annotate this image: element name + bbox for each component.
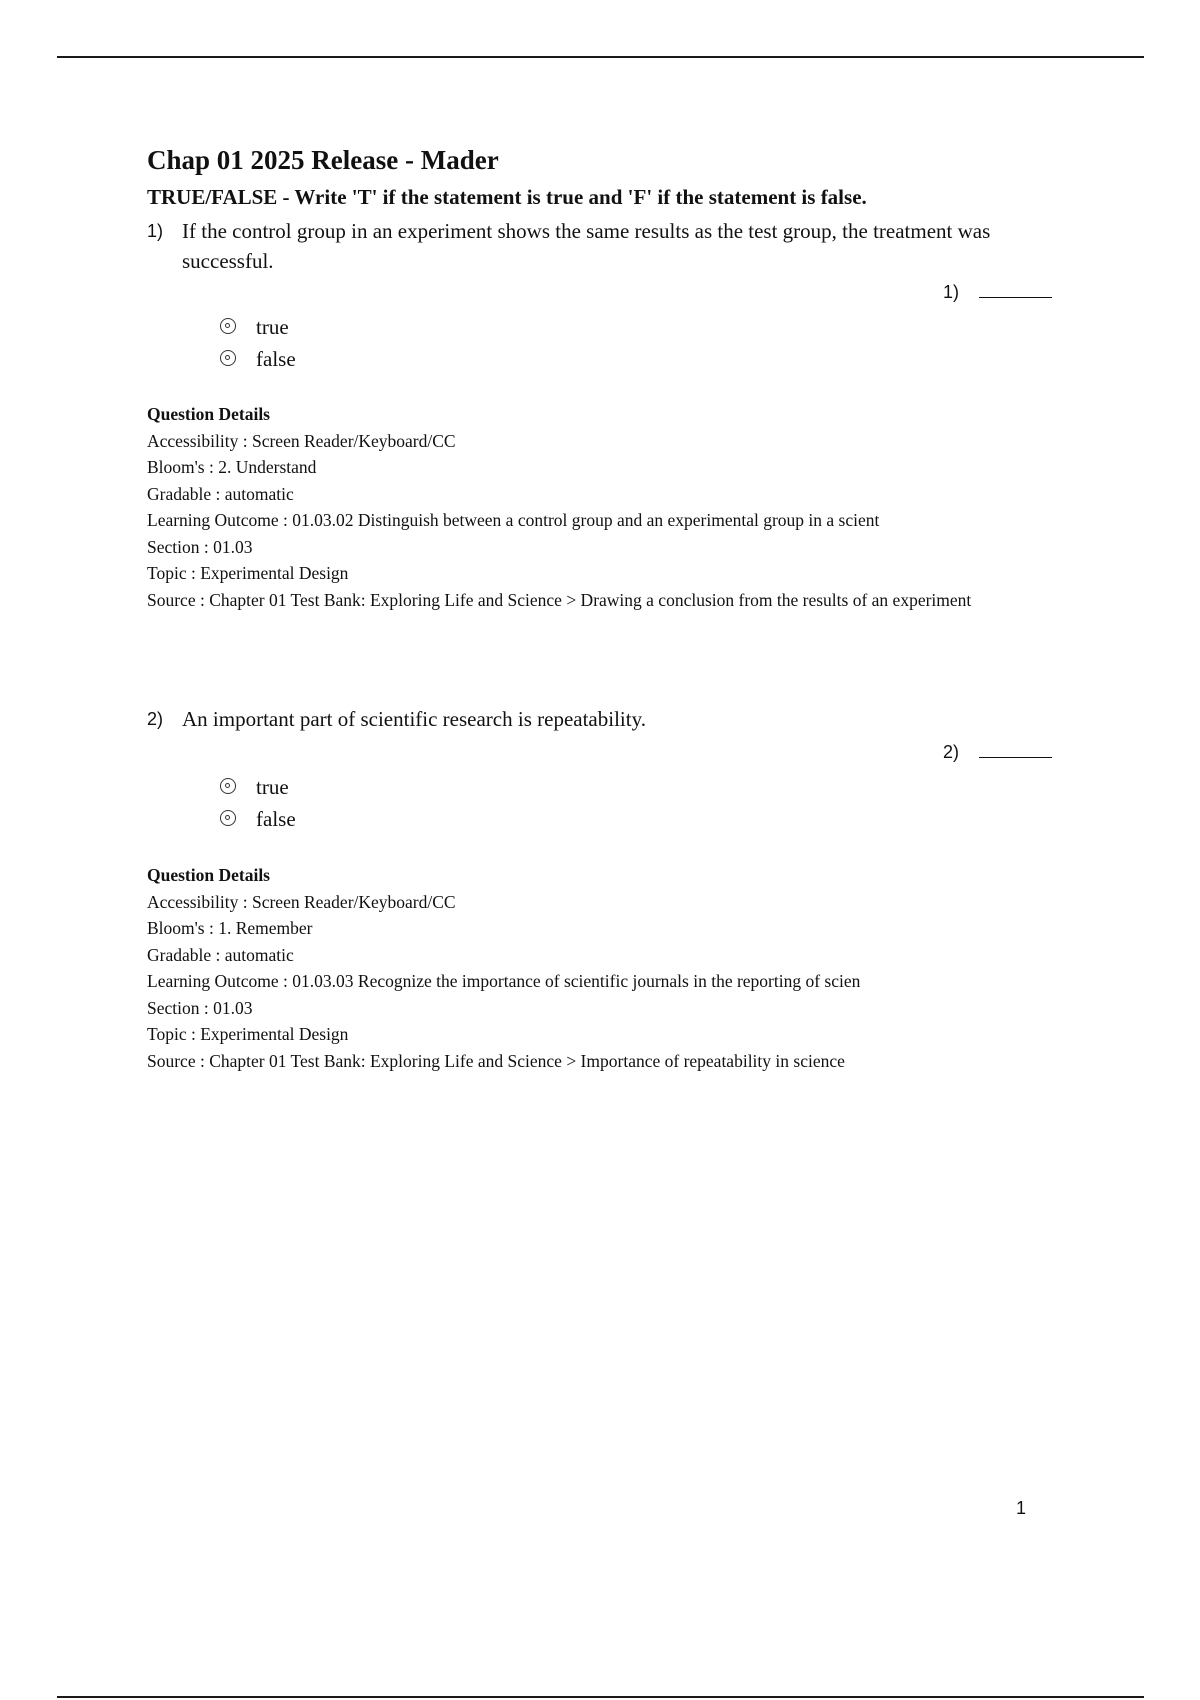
answer-line[interactable] (979, 743, 1052, 758)
radio-icon[interactable] (220, 350, 236, 366)
question-number: 2) (147, 709, 164, 729)
question-text: An important part of scientific research is repeatability. (182, 707, 646, 731)
option-label: true (256, 315, 289, 339)
answer-line[interactable] (979, 283, 1052, 298)
bottom-rule (57, 1696, 1144, 1698)
details-heading: Question Details (147, 404, 270, 424)
detail-learning-outcome: Learning Outcome : 01.03.02 Distinguish between a control group and an experimental group in a scient (147, 510, 880, 530)
radio-icon[interactable] (220, 778, 236, 794)
answer-blank-field[interactable] (943, 742, 1052, 763)
radio-icon[interactable] (220, 810, 236, 826)
option-label: true (256, 775, 289, 799)
detail-gradable: Gradable : automatic (147, 483, 294, 504)
detail-source: Source : Chapter 01 Test Bank: Exploring Life and Science > Importance of repeatability in science (147, 1050, 845, 1071)
detail-section: Section : 01.03 (147, 536, 253, 557)
radio-icon[interactable] (220, 318, 236, 334)
question-details (147, 401, 1087, 613)
detail-source: Source : Chapter 01 Test Bank: Exploring Life and Science > Drawing a conclusion from the results of an experiment (147, 589, 972, 610)
option-label: false (256, 807, 296, 831)
detail-gradable: Gradable : automatic (147, 944, 294, 965)
detail-accessibility: Accessibility : Screen Reader/Keyboard/CC (147, 891, 456, 912)
detail-learning-outcome: Learning Outcome : 01.03.03 Recognize the importance of scientific journals in the reporting of scien (147, 971, 861, 991)
option-label: false (256, 347, 296, 371)
question-details (147, 862, 1087, 1074)
page-number: 1 (1016, 1498, 1027, 1518)
details-heading: Question Details (147, 865, 270, 885)
answer-number: 2) (943, 742, 960, 762)
question-number: 1) (147, 221, 164, 241)
detail-topic: Topic : Experimental Design (147, 563, 349, 583)
detail-topic: Topic : Experimental Design (147, 1024, 349, 1044)
detail-blooms: Bloom's : 2. Understand (147, 457, 317, 477)
detail-section: Section : 01.03 (147, 997, 253, 1018)
instructions: TRUE/FALSE - Write 'T' if the statement is true and 'F' if the statement is false. (147, 185, 867, 209)
detail-accessibility: Accessibility : Screen Reader/Keyboard/CC (147, 430, 456, 451)
top-rule (57, 56, 1144, 58)
question-text: If the control group in an experiment shows the same results as the test group, the treatment was successful. (182, 219, 991, 273)
answer-blank-field[interactable] (943, 282, 1052, 303)
answer-number: 1) (943, 282, 960, 302)
detail-blooms: Bloom's : 1. Remember (147, 918, 313, 938)
page-title: Chap 01 2025 Release - Mader (147, 145, 499, 175)
